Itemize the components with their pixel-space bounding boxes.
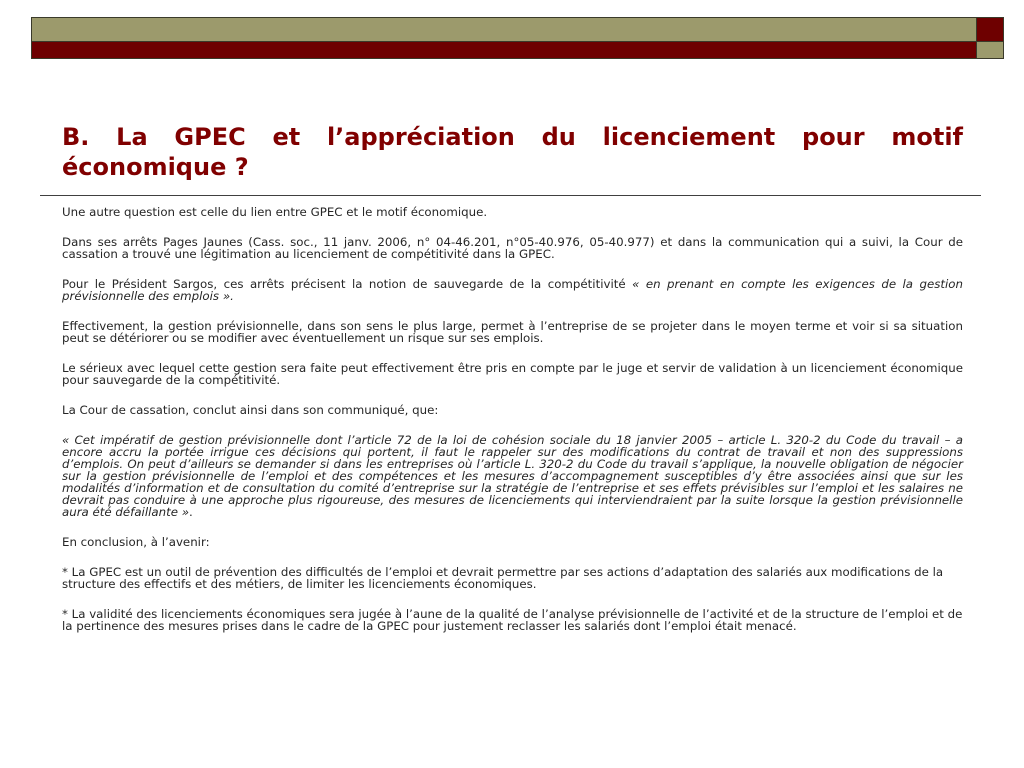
paragraph-serieux: Le sérieux avec lequel cette gestion sera faite peut effectivement être pris en compte par le juge et servir de validation à un licenciement économique pour sauvegarde de la compétitivité. bbox=[62, 361, 963, 387]
paragraph-intro: Une autre question est celle du lien entre GPEC et le motif économique. bbox=[62, 205, 488, 219]
header-band-olive bbox=[31, 17, 977, 42]
paragraph-communique-quote bbox=[62, 434, 963, 518]
communique-quote-end: . bbox=[189, 505, 193, 519]
header-decoration bbox=[0, 0, 1024, 70]
header-band-maroon bbox=[31, 42, 977, 59]
header-square-maroon bbox=[977, 17, 1004, 42]
paragraph-sargos-lead: Pour le Président Sargos, ces arrêts précisent la notion de sauvegarde de la compétitivité bbox=[62, 277, 633, 291]
slide-title: B. La GPEC et l’appréciation du licenciement pour motif économique ? bbox=[62, 123, 963, 181]
paragraph-cour-cassation: La Cour de cassation, conclut ainsi dans son communiqué, que: bbox=[62, 403, 439, 417]
paragraph-sargos bbox=[62, 278, 963, 302]
title-divider bbox=[40, 195, 981, 196]
bullet-validite-licenciements: * La validité des licenciements économiques sera jugée à l’aune de la qualité de l’analyse prévisionnelle de l’activité et de la structure de l’emploi et de la pertinence des mesures prises dans le cadre de la GPEC pour justement reclasser les salariés dont l’emploi était menacé. bbox=[62, 607, 963, 633]
slide-body bbox=[62, 206, 963, 650]
paragraph-gestion-previsionnelle: Effectivement, la gestion prévisionnelle, dans son sens le plus large, permet à l’entreprise de se projeter dans le moyen terme et voir si sa situation peut se détériorer ou se modifier avec éventuellement un risque sur ses emplois. bbox=[62, 319, 963, 345]
header-square-olive bbox=[977, 42, 1004, 59]
paragraph-sargos-quote: « en prenant en compte les exigences de la gestion prévisionnelle des emplois ». bbox=[62, 277, 963, 303]
bullet-gpec-outil: * La GPEC est un outil de prévention des difficultés de l’emploi et devrait permettre par ses actions d’adaptation des salariés aux modifications de la structure des effectifs et des métiers, de limiter les licenciements économiques. bbox=[62, 565, 944, 591]
communique-quote-text: « Cet impératif de gestion prévisionnelle dont l’article 72 de la loi de cohésion sociale du 18 janvier 2005 – article L. 320-2 du Code du travail – a encore accru la portée irrigue ces décisions qui portent, il faut le rappeler sur des modifications du contrat de travail et non des suppressions d’emplois. On peut d’ailleurs se demander si dans les entreprises où l’article L. 320-2 du Code du travail s’applique, la nouvelle obligation de négocier sur la gestion prévisionnelle de l’emploi et des compétences et les mesures d’accompagnement susceptibles d’y être associées ainsi que sur les modalités d’information et de consultation du comité d’entreprise sur la stratégie de l’entreprise et ses effets prévisibles sur l’emploi et les salaires ne devrait pas conduire à une approche plus rigoureuse, des mesures de licenciements qui interviendraient par la suite lorsque la gestion prévisionnelle aura été défaillante » bbox=[62, 433, 963, 519]
paragraph-pages-jaunes: Dans ses arrêts Pages Jaunes (Cass. soc., 11 janv. 2006, n° 04-46.201, n°05-40.976, 05-40.977) et dans la communication qui a suivi, la Cour de cassation a trouvé une légitimation au licenciement de compétitivité dans la GPEC. bbox=[62, 235, 963, 261]
paragraph-conclusion: En conclusion, à l’avenir: bbox=[62, 535, 210, 549]
